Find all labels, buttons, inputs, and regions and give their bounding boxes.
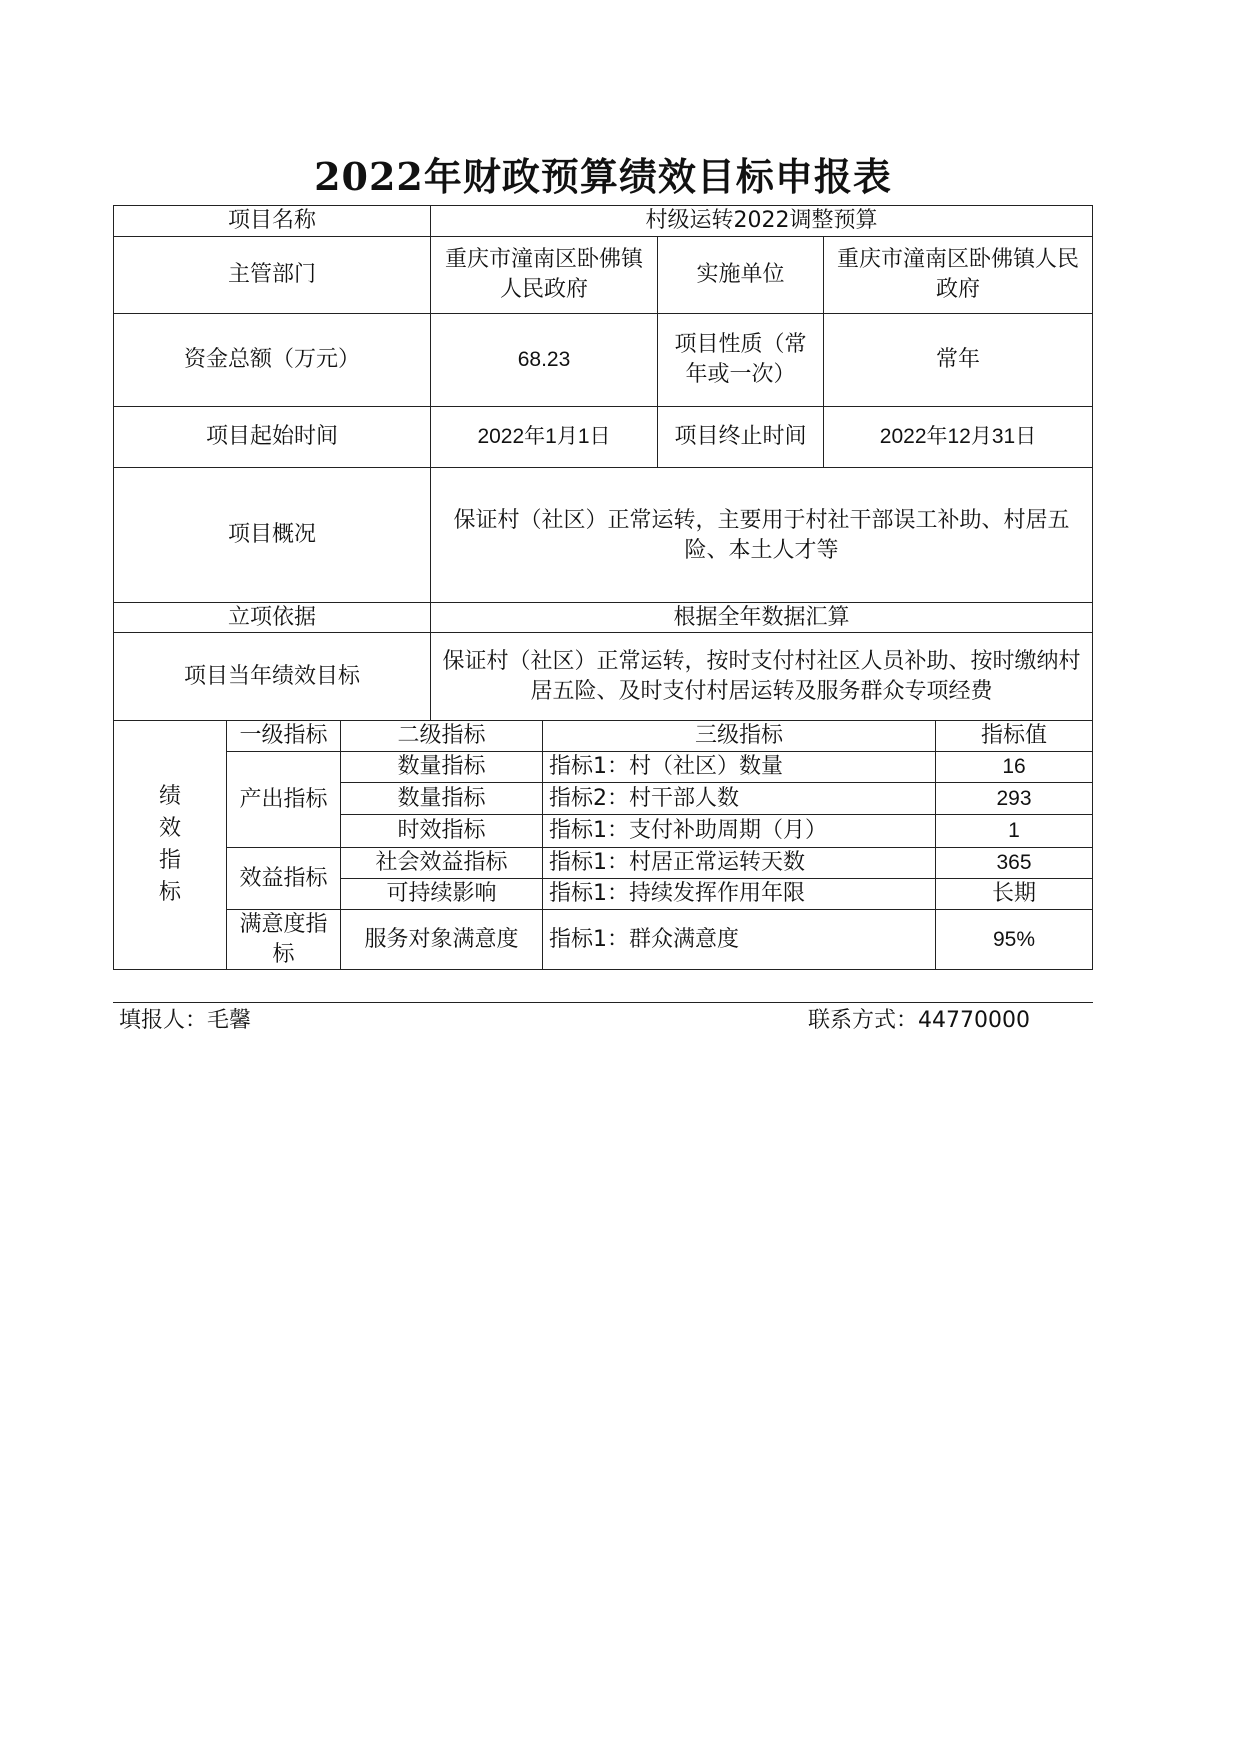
side-char: 标	[158, 880, 181, 905]
table-row-value: 长期	[935, 878, 1093, 910]
funds-label: 资金总额（万元）	[113, 313, 431, 407]
end-time-value: 2022年12月31日	[823, 406, 1093, 468]
table-row-level3: 指标1：村居正常运转天数	[542, 847, 936, 879]
table-row-level2: 社会效益指标	[340, 847, 543, 879]
table-row-level2: 数量指标	[340, 782, 543, 815]
table-row-level3: 指标2：村干部人数	[542, 782, 936, 815]
project-name-value: 村级运转2022调整预算	[430, 205, 1093, 237]
nature-value: 常年	[823, 313, 1093, 407]
overview-label: 项目概况	[113, 467, 431, 603]
table-row-value: 16	[935, 751, 1093, 783]
side-char: 效	[158, 816, 181, 841]
side-char: 绩	[158, 784, 181, 809]
header-level1: 一级指标	[226, 720, 341, 752]
side-char: 指	[158, 848, 181, 873]
table-row-value: 365	[935, 847, 1093, 879]
impl-unit-value: 重庆市潼南区卧佛镇人民政府	[823, 236, 1093, 314]
table-row-level2: 时效指标	[340, 814, 543, 848]
table-row-level3: 指标1：支付补助周期（月）	[542, 814, 936, 848]
start-time-value: 2022年1月1日	[430, 406, 658, 468]
dept-value: 重庆市潼南区卧佛镇人民政府	[430, 236, 658, 314]
footer-divider	[113, 1002, 1093, 1003]
header-level2: 二级指标	[340, 720, 543, 752]
impl-unit-label: 实施单位	[657, 236, 824, 314]
table-row-value: 1	[935, 814, 1093, 848]
table-row-value: 293	[935, 782, 1093, 815]
project-name-label: 项目名称	[113, 205, 431, 237]
dept-label: 主管部门	[113, 236, 431, 314]
page-title: 2022年财政预算绩效目标申报表	[314, 154, 892, 199]
overview-value: 保证村（社区）正常运转，主要用于村社干部误工补助、村居五险、本土人才等	[430, 467, 1093, 603]
performance-indicator-side-label	[113, 720, 227, 970]
level1-output: 产出指标	[226, 751, 341, 848]
table-row-level3: 指标1：持续发挥作用年限	[542, 878, 936, 910]
end-time-label: 项目终止时间	[657, 406, 824, 468]
level1-satisfaction: 满意度指标	[226, 909, 341, 970]
table-row-level3: 指标1：群众满意度	[542, 909, 936, 970]
basis-label: 立项依据	[113, 602, 431, 633]
filler-name: 填报人：毛馨	[119, 1008, 252, 1033]
table-row-level3: 指标1：村（社区）数量	[542, 751, 936, 783]
table-row-level2: 服务对象满意度	[340, 909, 543, 970]
contact-info: 联系方式：44770000	[808, 1008, 1030, 1033]
nature-label: 项目性质（常年或一次）	[657, 313, 824, 407]
table-row-level2: 可持续影响	[340, 878, 543, 910]
header-value: 指标值	[935, 720, 1093, 752]
table-row-value: 95%	[935, 909, 1093, 970]
funds-value: 68.23	[430, 313, 658, 407]
basis-value: 根据全年数据汇算	[430, 602, 1093, 633]
level1-benefit: 效益指标	[226, 847, 341, 910]
header-level3: 三级指标	[542, 720, 936, 752]
goal-label: 项目当年绩效目标	[113, 632, 431, 721]
goal-value: 保证村（社区）正常运转，按时支付村社区人员补助、按时缴纳村居五险、及时支付村居运转及服务群众专项经费	[430, 632, 1093, 721]
start-time-label: 项目起始时间	[113, 406, 431, 468]
table-row-level2: 数量指标	[340, 751, 543, 783]
